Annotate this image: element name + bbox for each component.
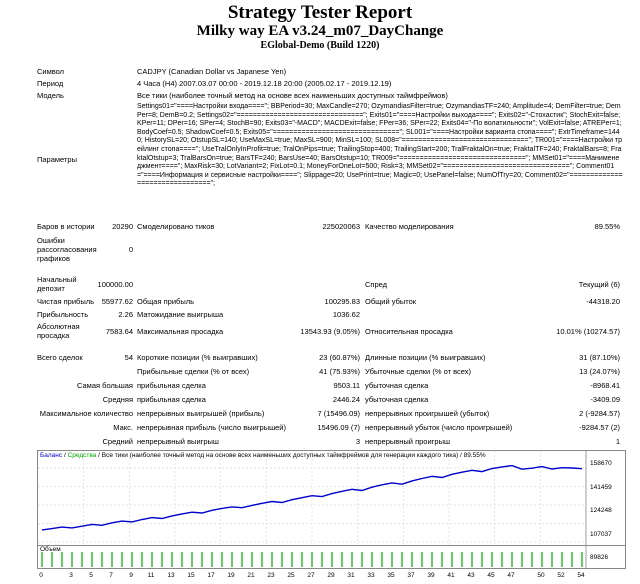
- volume-bar: [421, 552, 422, 567]
- profit-trades-value: 41 (75.93%): [319, 367, 360, 376]
- avg-consecutive-label: Средний: [102, 437, 133, 446]
- profit-trades-label: Прибыльные сделки (% от всех): [137, 367, 250, 376]
- y-tick-label: 124248: [590, 507, 612, 514]
- volume-bar: [91, 552, 92, 567]
- y-tick-label: 89826: [590, 554, 609, 561]
- volume-bar: [331, 552, 332, 567]
- volume-bar: [121, 552, 122, 567]
- volume-bar: [321, 552, 322, 567]
- x-tick-label: 27: [307, 572, 315, 579]
- cons-losses-label: непрерывных проигрышей (убыток): [365, 409, 490, 418]
- expected-payoff-value: 1036.62: [332, 310, 360, 319]
- volume-bar: [81, 552, 82, 567]
- volume-bar: [401, 552, 402, 567]
- x-tick-label: 45: [487, 572, 495, 579]
- gross-profit-value: 100295.83: [324, 297, 360, 306]
- volume-bar: [541, 552, 542, 567]
- volume-bar: [271, 552, 272, 567]
- ticks-label: Смоделировано тиков: [137, 222, 215, 231]
- quality-value: 89.55%: [594, 222, 620, 231]
- expected-payoff-label: Матожидание выигрыша: [137, 310, 224, 319]
- largest-profit-value: 9503.11: [333, 381, 360, 390]
- x-tick-label: 25: [287, 572, 295, 579]
- model-label: Модель: [37, 91, 64, 100]
- max-label: Макс.: [113, 423, 133, 432]
- profit-factor-label: Прибыльность: [37, 310, 89, 319]
- max-drawdown-label: Максимальная просадка: [137, 327, 224, 336]
- x-tick-label: 50: [537, 572, 545, 579]
- volume-bar: [381, 552, 382, 567]
- x-tick-label: 19: [227, 572, 235, 579]
- volume-bar: [151, 552, 152, 567]
- volume-bar: [261, 552, 262, 567]
- cons-loss-value: -9284.57 (2): [579, 423, 620, 432]
- largest-loss-label: убыточная сделка: [365, 381, 429, 390]
- volume-bar: [101, 552, 102, 567]
- total-trades-label: Всего сделок: [37, 353, 83, 362]
- volume-bar: [481, 552, 482, 567]
- long-positions-value: 31 (87.10%): [579, 353, 620, 362]
- rel-drawdown-label: Относительная просадка: [365, 327, 453, 336]
- volume-bar: [281, 552, 282, 567]
- errors-label: Ошибки рассогласования графиков: [37, 236, 97, 263]
- cons-losses-value: 2 (-9284.57): [579, 409, 620, 418]
- short-positions-label: Короткие позиции (% выигравших): [137, 353, 258, 362]
- volume-bar: [131, 552, 132, 567]
- symbol-label: Символ: [37, 67, 65, 76]
- total-trades-value: 54: [124, 353, 133, 362]
- volume-bar: [171, 552, 172, 567]
- avg-losses-label: непрерывный проигрыш: [365, 437, 450, 446]
- net-profit-label: Чистая прибыль: [37, 297, 94, 306]
- avg-losses-value: 1: [615, 437, 620, 446]
- x-tick-label: 47: [507, 572, 515, 579]
- loss-trades-label: Убыточные сделки (% от всех): [365, 367, 471, 376]
- x-tick-label: 7: [109, 572, 113, 579]
- legend-balance: Баланс: [40, 452, 63, 459]
- report-title: Strategy Tester Report: [227, 2, 413, 23]
- volume-bar: [361, 552, 362, 567]
- largest-profit-label: прибыльная сделка: [137, 381, 206, 390]
- x-tick-label: 43: [467, 572, 475, 579]
- volume-bar: [431, 552, 432, 567]
- x-tick-label: 0: [39, 572, 43, 579]
- x-tick-label: 31: [347, 572, 355, 579]
- volume-bar: [451, 552, 452, 567]
- x-tick-label: 54: [577, 572, 585, 579]
- spread-value: Текущий (6): [578, 280, 620, 289]
- max-count-label: Максимальное количество: [39, 409, 133, 418]
- short-positions-value: 23 (60.87%): [319, 353, 360, 362]
- rel-drawdown-value: 10.01% (10274.57): [556, 327, 620, 336]
- volume-bar: [291, 552, 292, 567]
- volume-bar: [191, 552, 192, 567]
- period-label: Период: [37, 79, 64, 88]
- x-tick-label: 23: [267, 572, 275, 579]
- avg-wins-value: 3: [355, 437, 360, 446]
- period-value: 4 Часа (H4) 2007.03.07 00:00 - 2019.12.18 20:00 (2005.02.17 - 2019.12.19): [137, 79, 392, 88]
- volume-bar: [521, 552, 522, 567]
- avg-wins-label: непрерывный выигрыш: [137, 437, 219, 446]
- x-tick-label: 11: [147, 572, 155, 579]
- cons-wins-value: 7 (15496.09): [317, 409, 360, 418]
- x-tick-label: 37: [407, 572, 415, 579]
- volume-bar: [531, 552, 532, 567]
- volume-bar: [311, 552, 312, 567]
- model-value: Все тики (наиболее точный метод на основе всех наименьших доступных таймфреймов): [137, 91, 448, 100]
- volume-bar: [341, 552, 342, 567]
- largest-label: Самая большая: [77, 381, 133, 390]
- avg-profit-value: 2446.24: [332, 395, 360, 404]
- cons-profit-label: непрерывная прибыль (число выигрышей): [137, 423, 286, 432]
- abs-drawdown-label: Абсолютная просадка: [37, 322, 80, 340]
- volume-bar: [571, 552, 572, 567]
- x-tick-label: 3: [69, 572, 73, 579]
- volume-bar: [391, 552, 392, 567]
- params-label: Параметры: [37, 155, 77, 164]
- volume-bar: [211, 552, 212, 567]
- gross-loss-label: Общий убыток: [365, 297, 417, 306]
- volume-bar: [181, 552, 182, 567]
- x-tick-label: 39: [427, 572, 435, 579]
- cons-wins-label: непрерывных выигрышей (прибыль): [137, 409, 265, 418]
- deposit-label: Начальный депозит: [37, 275, 77, 293]
- legend-rest: / Все тики (наиболее точный метод на основе всех наименьших доступных таймфреймов для генерации каждого тика) / 89.55%: [96, 452, 486, 459]
- volume-bar: [241, 552, 242, 567]
- x-tick-label: 5: [89, 572, 93, 579]
- ticks-value: 225020063: [322, 222, 360, 231]
- avg-loss-value: -3409.09: [590, 395, 620, 404]
- volume-bar: [301, 552, 302, 567]
- bars-value: 20290: [112, 222, 133, 231]
- volume-chart-svg: [38, 546, 625, 568]
- errors-value: 0: [128, 245, 133, 254]
- volume-bar: [561, 552, 562, 567]
- volume-bar: [501, 552, 502, 567]
- long-positions-label: Длинные позиции (% выигравших): [365, 353, 486, 362]
- max-drawdown-value: 13543.93 (9.05%): [300, 327, 360, 336]
- volume-bar: [51, 552, 52, 567]
- volume-bar: [441, 552, 442, 567]
- volume-bar: [61, 552, 62, 567]
- legend-equity: Средства: [67, 452, 97, 459]
- volume-bar: [351, 552, 352, 567]
- x-tick-label: 17: [207, 572, 215, 579]
- quality-label: Качество моделирования: [365, 222, 454, 231]
- x-tick-label: 15: [187, 572, 195, 579]
- avg-profit-label: прибыльная сделка: [137, 395, 206, 404]
- volume-bar: [491, 552, 492, 567]
- volume-bar: [231, 552, 232, 567]
- server-build: EGlobal-Demo (Build 1220): [260, 40, 380, 51]
- ea-name: Milky way EA v3.24_m07_DayChange: [196, 23, 444, 39]
- y-tick-label: 158670: [590, 460, 612, 467]
- spread-label: Спред: [365, 280, 388, 289]
- volume-bar: [111, 552, 112, 567]
- largest-loss-value: -8968.41: [590, 381, 620, 390]
- volume-bar: [71, 552, 72, 567]
- volume-bar: [41, 552, 42, 567]
- net-profit-value: 55977.62: [101, 297, 133, 306]
- volume-bar: [461, 552, 462, 567]
- y-tick-label: 141459: [590, 483, 612, 491]
- x-tick-label: 21: [247, 572, 255, 579]
- x-tick-label: 9: [129, 572, 133, 579]
- x-tick-label: 29: [327, 572, 335, 579]
- x-tick-label: 13: [167, 572, 175, 579]
- chart-legend: [40, 452, 486, 459]
- x-tick-label: 52: [557, 572, 565, 579]
- volume-bar: [551, 552, 552, 567]
- volume-bar: [511, 552, 512, 567]
- volume-bar: [471, 552, 472, 567]
- params-value: Settings01="====Настройки входа===="; BBPeriod=30; MaxCandle=270; OzymandiasFilter=true; OzymandiasTF=240; Amplitude=4; DemFilter=true; DemPer=8; DemB=0.2; Settings02="==============================="; Exits01="====Настройки выхода===="; Exits02="-Стохастик"; StochExit=false; KPer=11; DPer=16; SPer=4; StochB=90; Exits03="-MACD"; MACDExit=false; FPer=36; SPer=22; Exits04="-По волатильности"; VolExit=false; ATREPer=1; BodyCoef=0.5; ShadowCoef=0.5; Exits05="==============================="; SL001="====Настройки варианта стопа===="; ExtrTimeframe=1440; HistorySL=20; OtstupSL=140; UseMaxSL=true; MaxSL=900; MinSL=100; SL008="==============================="; TR001="====Настройки трейлинг стопа===="; UseTralOnlyInProfit=true; TralOnPips=true; TrailingStop=400; TrailingStart=200; TralFraktalOn=true; FraktalTF=240; FraktalBars=8; FraktalOtstup=3; TralBarsOn=true; BarsTF=240; BarsUse=40; BarsOtstup=10; TR009="==============================="; MMSet01="====Манименеджмент===="; MaxRisk=30; LotVariant=2; FixLot=0.1; MoneyForOneLot=500; Risk=3; MMSet02="==============================="; Comment01="====Информация и сервисные настройки===="; Slippage=20; UsePrint=true; Magic=0; UsePanel=false; NumOfTry=20; Comment02="===============================";: [137, 103, 623, 188]
- volume-bar: [161, 552, 162, 567]
- bars-label: Баров в истории: [37, 222, 95, 231]
- profit-factor-value: 2.26: [118, 310, 133, 319]
- deposit-value: 100000.00: [97, 280, 133, 289]
- volume-bar: [251, 552, 252, 567]
- y-tick-label: 107037: [590, 530, 612, 538]
- volume-chart: [37, 545, 626, 569]
- abs-drawdown-value: 7583.64: [105, 327, 133, 336]
- volume-bar: [221, 552, 222, 567]
- volume-label: Объем: [40, 546, 61, 553]
- cons-profit-value: 15496.09 (7): [317, 423, 360, 432]
- legend-sep: /: [62, 452, 68, 459]
- gross-profit-label: Общая прибыль: [137, 297, 195, 306]
- volume-bar: [371, 552, 372, 567]
- balance-chart: [37, 450, 626, 546]
- gross-loss-value: -44318.20: [586, 297, 620, 306]
- volume-bar: [141, 552, 142, 567]
- x-tick-label: 33: [367, 572, 375, 579]
- average-label: Средняя: [102, 395, 133, 404]
- avg-loss-label: убыточная сделка: [365, 395, 429, 404]
- x-tick-label: 35: [387, 572, 395, 579]
- volume-bar: [581, 552, 582, 567]
- volume-bar: [201, 552, 202, 567]
- balance-chart-svg: [38, 451, 625, 545]
- volume-bar: [411, 552, 412, 567]
- symbol-value: CADJPY (Canadian Dollar vs Japanese Yen): [137, 67, 287, 76]
- x-tick-label: 41: [447, 572, 455, 579]
- loss-trades-value: 13 (24.07%): [579, 367, 620, 376]
- cons-loss-label: непрерывный убыток (число проигрышей): [365, 423, 513, 432]
